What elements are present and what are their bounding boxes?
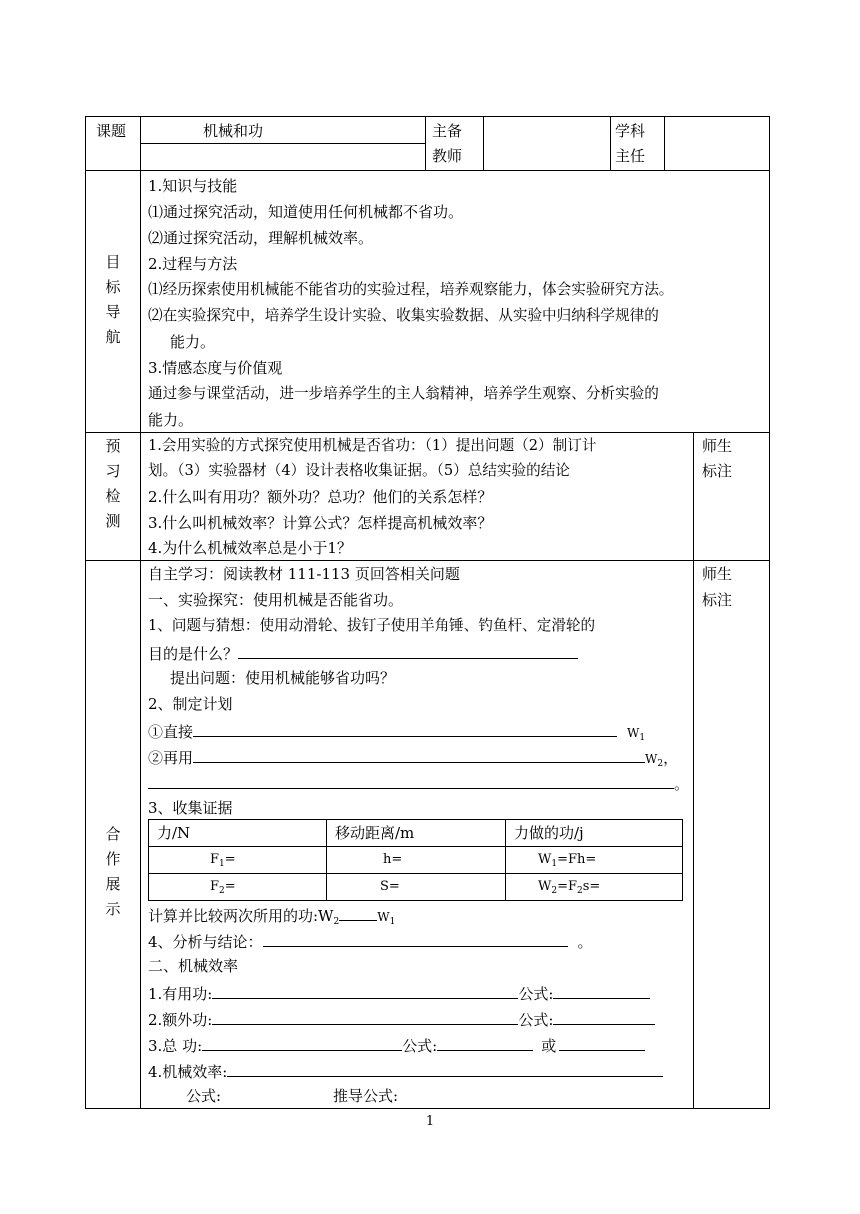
evidence-table-line [505, 819, 506, 901]
collect-title: 3、收集证据 [148, 799, 233, 817]
evidence-header-work: 力做的功/j [514, 824, 584, 842]
plan-step-1: ①直接 $W_1$ [148, 720, 645, 748]
preview-line: 划。（3）实验器材（4）设计表格收集证据。（5）总结实验的结论 [148, 462, 570, 479]
cooperate-note-2: 标注 [702, 591, 733, 609]
answer-blank[interactable] [193, 746, 645, 763]
evidence-table-line [148, 819, 683, 820]
evidence-cell: $F_1=$ [210, 852, 236, 869]
answer-blank[interactable] [212, 982, 518, 999]
goals-line: 能力。 [148, 411, 194, 429]
subject-head-label-1: 学科 [615, 122, 646, 140]
goals-line: 2.过程与方法 [148, 255, 238, 273]
plan-step-2: ②再用 $W_2$， [148, 746, 678, 774]
table-border-bottom [85, 1108, 770, 1109]
preview-line: 2.什么叫有用功？额外功？总功？他们的关系怎样？ [148, 488, 493, 506]
subject-label: 课题 [96, 122, 127, 140]
preview-note-2: 标注 [702, 462, 733, 480]
answer-blank[interactable] [559, 1034, 645, 1051]
evidence-header-force: 力/N [157, 824, 191, 842]
answer-blank[interactable] [553, 1008, 655, 1025]
plan-title: 2、制定计划 [148, 695, 233, 713]
plan-step-3: 。 [148, 772, 689, 794]
goals-line: 3.情感态度与价值观 [148, 359, 283, 377]
answer-blank[interactable] [193, 720, 617, 737]
cooperate-side-label: 合 作 展 示 [105, 825, 121, 918]
subject-head-label-2: 主任 [615, 147, 646, 165]
preview-line: 3.什么叫机械效率？计算公式？怎样提高机械效率？ [148, 514, 493, 532]
lead-teacher-label-1: 主备 [432, 122, 463, 140]
part2-title: 二、机械效率 [148, 957, 239, 975]
answer-blank[interactable] [238, 642, 578, 659]
goals-line: ⑵在实验探究中，培养学生设计实验、收集实验数据、从实验中归纳科学规律的 [148, 307, 659, 324]
self-study-intro: 自主学习：阅读教材 111-113 页回答相关问题 [148, 565, 460, 583]
compare-work: 计算并比较两次所用的功$:W_2$ $W_1$ [148, 904, 395, 932]
answer-blank[interactable] [212, 1008, 518, 1025]
extra-work: 2.额外功: 公式: [148, 1008, 655, 1030]
header-col-4 [664, 116, 665, 171]
notes-column-divider [693, 432, 694, 1109]
evidence-cell: $W_2=F_2s=$ [538, 879, 601, 896]
evidence-table-line [148, 819, 149, 901]
header-subject-split [140, 143, 426, 144]
preview-row-bottom [85, 560, 770, 561]
evidence-cell: $F_2=$ [210, 879, 236, 896]
mechanical-efficiency: 4.机械效率: [148, 1060, 663, 1082]
answer-blank[interactable] [263, 930, 568, 947]
evidence-table-line [682, 819, 683, 901]
table-border-top [85, 116, 770, 117]
goals-row-bottom [85, 432, 770, 433]
evidence-table-line [326, 819, 327, 901]
evidence-cell: h= [383, 852, 403, 867]
preview-side-label: 预 习 检 测 [105, 437, 121, 530]
question1-line1: 1、问题与猜想：使用动滑轮、拔钉子使用羊角锤、钓鱼杆、定滑轮的 [148, 617, 596, 634]
header-col-2 [483, 116, 484, 171]
answer-blank[interactable] [227, 1060, 663, 1077]
total-work: 3.总 功: 公式: 或 [148, 1034, 645, 1056]
goals-line: ⑴通过探究活动，知道使用任何机械都不省功。 [148, 203, 464, 221]
answer-blank[interactable] [148, 772, 674, 789]
preview-note-1: 师生 [702, 437, 733, 455]
answer-blank[interactable] [553, 982, 650, 999]
page-number: 1 [425, 1114, 435, 1129]
evidence-table-line [148, 846, 683, 847]
evidence-header-distance: 移动距离/m [335, 824, 415, 842]
answer-blank[interactable] [339, 904, 377, 921]
answer-blank[interactable] [202, 1034, 402, 1051]
evidence-cell: S= [380, 879, 400, 894]
part1-title: 一、实验探究：使用机械是否能省功。 [148, 591, 404, 609]
question1-ask: 提出问题：使用机械能够省功吗？ [170, 669, 396, 687]
cooperate-note-1: 师生 [702, 565, 733, 583]
goals-side-label: 目 标 导 航 [105, 253, 121, 346]
goals-line: 通过参与课堂活动，进一步培养学生的主人翁精神，培养学生观察、分析实验的 [148, 385, 659, 402]
answer-blank[interactable] [437, 1034, 533, 1051]
label-column-divider [140, 116, 141, 1109]
goals-line: 1.知识与技能 [148, 177, 238, 195]
derive-formula-label: 推导公式: [333, 1087, 399, 1105]
header-col-3 [610, 116, 611, 171]
header-row-bottom [85, 170, 770, 171]
conclusion: 4、分析与结论： 。 [148, 930, 593, 952]
goals-line: ⑵通过探究活动，理解机械效率。 [148, 229, 374, 247]
question1-line2: 目的是什么？ [148, 642, 578, 664]
lead-teacher-label-2: 教师 [432, 147, 463, 165]
useful-work: 1.有用功: 公式: [148, 982, 650, 1004]
efficiency-formula-label: 公式: [186, 1087, 222, 1105]
preview-line: 1.会用实验的方式探究使用机械是否省功：（1）提出问题（2）制订计 [148, 437, 597, 454]
subject-value: 机械和功 [203, 122, 264, 140]
evidence-cell: $W_1=Fh=$ [538, 852, 597, 869]
table-border-right [769, 116, 770, 1109]
goals-line: ⑴经历探索使用机械能不能省功的实验过程，培养观察能力，体会实验研究方法。 [148, 281, 674, 298]
goals-line: 能力。 [170, 333, 216, 351]
preview-line: 4.为什么机械效率总是小于1？ [148, 539, 352, 557]
